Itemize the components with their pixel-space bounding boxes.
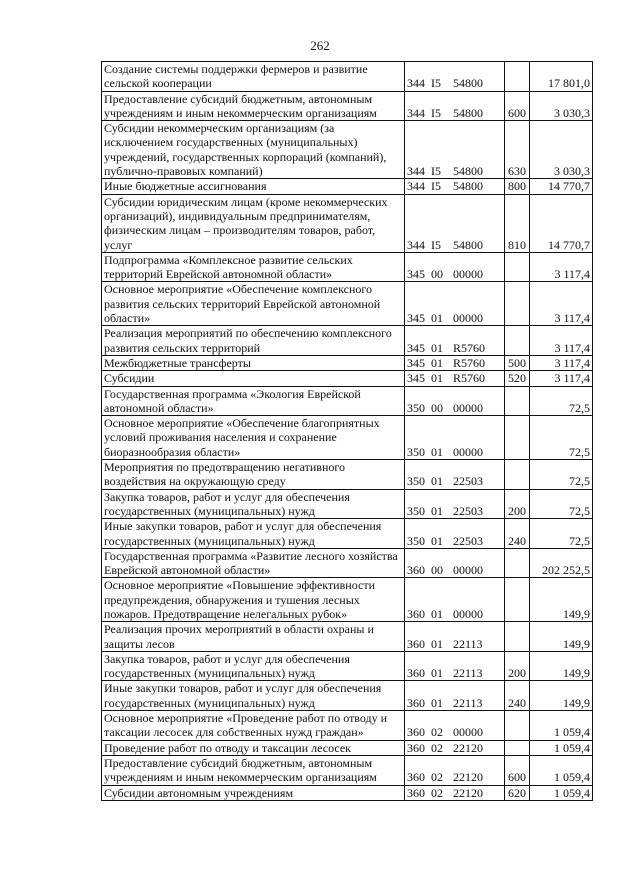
row-name: Субсидии	[102, 371, 405, 386]
row-amount: 149,9	[530, 578, 593, 622]
row-name: Закупка товаров, работ и услуг для обеспечения государственных (муниципальных) нужд	[102, 489, 405, 519]
row-name: Реализация мероприятий по обеспечению комплексного развития сельских территорий	[102, 326, 405, 356]
code-program: 35	[407, 474, 419, 489]
code-program: 34	[407, 76, 419, 91]
row-expense-type: 240	[505, 519, 530, 549]
code-number: 00000	[453, 606, 483, 621]
table-row	[102, 416, 593, 460]
row-name: Межбюджетные трансферты	[102, 355, 405, 370]
code-number: 22113	[453, 636, 483, 651]
row-code	[405, 622, 505, 652]
code-group: 01	[431, 695, 443, 710]
page-number: 262	[310, 38, 330, 53]
row-amount: 72,5	[530, 489, 593, 519]
row-code	[405, 740, 505, 755]
row-name: Иные закупки товаров, работ и услуг для обеспечения государственных (муниципальных) нужд	[102, 519, 405, 549]
code-number: R5760	[453, 340, 486, 355]
code-program: 34	[407, 311, 419, 326]
row-code	[405, 282, 505, 326]
code-program: 34	[407, 371, 419, 386]
table-row	[102, 519, 593, 549]
row-code	[405, 179, 505, 194]
code-group: 01	[431, 371, 443, 386]
row-code	[405, 326, 505, 356]
code-group: 01	[431, 474, 443, 489]
row-code	[405, 519, 505, 549]
row-expense-type	[505, 740, 530, 755]
row-expense-type	[505, 386, 530, 416]
table-row	[102, 785, 593, 800]
code-group: 01	[431, 340, 443, 355]
row-name: Иные закупки товаров, работ и услуг для обеспечения государственных (муниципальных) нужд	[102, 681, 405, 711]
row-expense-type: 240	[505, 681, 530, 711]
code-subprogram: 4	[419, 164, 425, 179]
code-number: 54800	[453, 179, 483, 194]
row-expense-type: 520	[505, 371, 530, 386]
code-program: 34	[407, 237, 419, 252]
row-amount: 14 770,7	[530, 179, 593, 194]
row-expense-type	[505, 282, 530, 326]
row-name: Создание системы поддержки фермеров и развитие сельской кооперации	[102, 62, 405, 92]
code-group: I5	[431, 164, 441, 179]
row-amount: 3 117,4	[530, 371, 593, 386]
code-group: 01	[431, 444, 443, 459]
code-number: 00000	[453, 267, 483, 282]
row-name: Субсидии некоммерческим организациям (за исключением государственных (муниципальных) учреждений, государственных корпораций (компаний), публично-правовых компаний)	[102, 121, 405, 179]
row-name: Основное мероприятие «Обеспечение благоприятных условий проживания населения и сохранение биоразнообразия области»	[102, 416, 405, 460]
budget-table	[101, 61, 593, 801]
code-subprogram: 0	[419, 606, 425, 621]
code-subprogram: 0	[419, 400, 425, 415]
row-name: Предоставление субсидий бюджетным, автономным учреждениям и иным некоммерческим организациям	[102, 91, 405, 121]
code-number: 22120	[453, 770, 483, 785]
row-expense-type	[505, 548, 530, 578]
row-code	[405, 91, 505, 121]
code-group: 01	[431, 636, 443, 651]
code-program: 34	[407, 340, 419, 355]
row-amount: 149,9	[530, 681, 593, 711]
code-group: 02	[431, 770, 443, 785]
code-program: 36	[407, 606, 419, 621]
row-amount: 1 059,4	[530, 711, 593, 741]
row-code	[405, 681, 505, 711]
table-row	[102, 91, 593, 121]
row-code	[405, 252, 505, 282]
table-row	[102, 282, 593, 326]
code-subprogram: 0	[419, 785, 425, 800]
budget-table-body	[102, 62, 593, 801]
code-number: 00000	[453, 311, 483, 326]
code-group: I5	[431, 76, 441, 91]
row-expense-type	[505, 578, 530, 622]
row-code	[405, 755, 505, 785]
table-row	[102, 252, 593, 282]
code-number: 22503	[453, 474, 483, 489]
row-expense-type	[505, 62, 530, 92]
code-group: 01	[431, 311, 443, 326]
row-amount: 14 770,7	[530, 194, 593, 252]
code-subprogram: 4	[419, 237, 425, 252]
code-group: 01	[431, 666, 443, 681]
code-subprogram: 0	[419, 563, 425, 578]
table-row	[102, 681, 593, 711]
table-row	[102, 651, 593, 681]
code-group: 02	[431, 725, 443, 740]
code-group: 00	[431, 400, 443, 415]
code-program: 36	[407, 740, 419, 755]
row-expense-type: 630	[505, 121, 530, 179]
code-number: 00000	[453, 725, 483, 740]
row-amount: 1 059,4	[530, 755, 593, 785]
row-expense-type	[505, 460, 530, 490]
table-row	[102, 386, 593, 416]
code-group: 01	[431, 533, 443, 548]
code-subprogram: 0	[419, 503, 425, 518]
row-amount: 149,9	[530, 651, 593, 681]
row-code	[405, 355, 505, 370]
table-row	[102, 179, 593, 194]
row-code	[405, 785, 505, 800]
code-number: 54800	[453, 237, 483, 252]
row-expense-type: 600	[505, 91, 530, 121]
row-expense-type: 200	[505, 651, 530, 681]
row-code	[405, 651, 505, 681]
code-subprogram: 0	[419, 444, 425, 459]
code-number: 22503	[453, 533, 483, 548]
code-number: 54800	[453, 164, 483, 179]
code-program: 35	[407, 400, 419, 415]
row-amount: 1 059,4	[530, 740, 593, 755]
code-program: 36	[407, 785, 419, 800]
row-name: Подпрограмма «Комплексное развитие сельских территорий Еврейской автономной области»	[102, 252, 405, 282]
row-code	[405, 548, 505, 578]
row-name: Основное мероприятие «Повышение эффективности предупреждения, обнаружения и тушения лесных пожаров. Предотвращение нелегальных рубок»	[102, 578, 405, 622]
code-group: I5	[431, 179, 441, 194]
row-expense-type: 200	[505, 489, 530, 519]
row-code	[405, 194, 505, 252]
row-amount: 3 030,3	[530, 91, 593, 121]
code-number: 00000	[453, 563, 483, 578]
code-number: 00000	[453, 400, 483, 415]
row-expense-type: 500	[505, 355, 530, 370]
table-row	[102, 355, 593, 370]
table-row	[102, 121, 593, 179]
row-code	[405, 121, 505, 179]
row-expense-type	[505, 622, 530, 652]
row-amount: 72,5	[530, 519, 593, 549]
table-row	[102, 755, 593, 785]
code-program: 34	[407, 179, 419, 194]
table-row	[102, 460, 593, 490]
row-code	[405, 578, 505, 622]
code-group: 00	[431, 267, 443, 282]
code-program: 34	[407, 105, 419, 120]
row-amount: 3 117,4	[530, 326, 593, 356]
row-code	[405, 371, 505, 386]
code-subprogram: 4	[419, 179, 425, 194]
row-expense-type: 620	[505, 785, 530, 800]
row-code	[405, 62, 505, 92]
row-name: Проведение работ по отводу и таксации лесосек	[102, 740, 405, 755]
code-group: 01	[431, 355, 443, 370]
row-amount: 1 059,4	[530, 785, 593, 800]
code-number: 54800	[453, 105, 483, 120]
code-subprogram: 5	[419, 355, 425, 370]
code-number: 22113	[453, 695, 483, 710]
row-amount: 3 030,3	[530, 121, 593, 179]
code-subprogram: 0	[419, 725, 425, 740]
code-subprogram: 5	[419, 311, 425, 326]
row-expense-type	[505, 416, 530, 460]
code-subprogram: 0	[419, 666, 425, 681]
row-name: Субсидии автономным учреждениям	[102, 785, 405, 800]
row-code	[405, 489, 505, 519]
row-expense-type	[505, 252, 530, 282]
code-subprogram: 5	[419, 267, 425, 282]
code-number: R5760	[453, 355, 486, 370]
code-program: 34	[407, 355, 419, 370]
row-amount: 72,5	[530, 460, 593, 490]
code-number: 22120	[453, 740, 483, 755]
code-group: 01	[431, 503, 443, 518]
row-code	[405, 386, 505, 416]
code-group: 01	[431, 606, 443, 621]
code-subprogram: 0	[419, 770, 425, 785]
row-name: Основное мероприятие «Обеспечение комплексного развития сельских территорий Еврейской автономной области»	[102, 282, 405, 326]
code-program: 34	[407, 267, 419, 282]
row-name: Государственная программа «Экология Еврейской автономной области»	[102, 386, 405, 416]
row-amount: 3 117,4	[530, 252, 593, 282]
code-group: I5	[431, 105, 441, 120]
code-subprogram: 0	[419, 474, 425, 489]
row-expense-type	[505, 326, 530, 356]
code-subprogram: 4	[419, 76, 425, 91]
row-code	[405, 460, 505, 490]
code-subprogram: 5	[419, 340, 425, 355]
table-row	[102, 489, 593, 519]
row-expense-type: 810	[505, 194, 530, 252]
code-number: 54800	[453, 76, 483, 91]
row-amount: 202 252,5	[530, 548, 593, 578]
code-program: 35	[407, 503, 419, 518]
row-code	[405, 711, 505, 741]
row-expense-type: 600	[505, 755, 530, 785]
code-group: 00	[431, 563, 443, 578]
code-number: 22120	[453, 785, 483, 800]
row-name: Основное мероприятие «Проведение работ по отводу и таксации лесосек для собственных нужд граждан»	[102, 711, 405, 741]
row-name: Предоставление субсидий бюджетным, автономным учреждениям и иным некоммерческим организациям	[102, 755, 405, 785]
table-row	[102, 62, 593, 92]
code-program: 36	[407, 563, 419, 578]
code-number: 22503	[453, 503, 483, 518]
row-code	[405, 416, 505, 460]
code-subprogram: 5	[419, 371, 425, 386]
row-amount: 72,5	[530, 416, 593, 460]
table-row	[102, 578, 593, 622]
code-number: 00000	[453, 444, 483, 459]
row-amount: 3 117,4	[530, 355, 593, 370]
code-subprogram: 0	[419, 533, 425, 548]
code-subprogram: 4	[419, 105, 425, 120]
row-expense-type	[505, 711, 530, 741]
code-number: R5760	[453, 371, 486, 386]
code-program: 34	[407, 164, 419, 179]
code-subprogram: 0	[419, 636, 425, 651]
row-amount: 3 117,4	[530, 282, 593, 326]
row-name: Иные бюджетные ассигнования	[102, 179, 405, 194]
row-amount: 72,5	[530, 386, 593, 416]
code-subprogram: 0	[419, 740, 425, 755]
code-group: I5	[431, 237, 441, 252]
table-row	[102, 711, 593, 741]
code-group: 02	[431, 785, 443, 800]
row-amount: 17 801,0	[530, 62, 593, 92]
row-expense-type: 800	[505, 179, 530, 194]
table-row	[102, 622, 593, 652]
row-name: Мероприятия по предотвращению негативного воздействия на окружающую среду	[102, 460, 405, 490]
code-program: 36	[407, 725, 419, 740]
code-program: 36	[407, 695, 419, 710]
code-program: 36	[407, 666, 419, 681]
table-row	[102, 194, 593, 252]
table-row	[102, 326, 593, 356]
code-subprogram: 0	[419, 695, 425, 710]
row-name: Субсидии юридическим лицам (кроме некоммерческих организаций), индивидуальным предпринимателям, физическим лицам – производителям товаров, работ, услуг	[102, 194, 405, 252]
code-program: 36	[407, 636, 419, 651]
code-number: 22113	[453, 666, 483, 681]
code-program: 35	[407, 444, 419, 459]
row-amount: 149,9	[530, 622, 593, 652]
code-program: 36	[407, 770, 419, 785]
row-name: Реализация прочих мероприятий в области охраны и защиты лесов	[102, 622, 405, 652]
row-name: Государственная программа «Развитие лесного хозяйства Еврейской автономной области»	[102, 548, 405, 578]
table-row	[102, 371, 593, 386]
code-program: 35	[407, 533, 419, 548]
table-row	[102, 740, 593, 755]
code-group: 02	[431, 740, 443, 755]
row-name: Закупка товаров, работ и услуг для обеспечения государственных (муниципальных) нужд	[102, 651, 405, 681]
table-row	[102, 548, 593, 578]
